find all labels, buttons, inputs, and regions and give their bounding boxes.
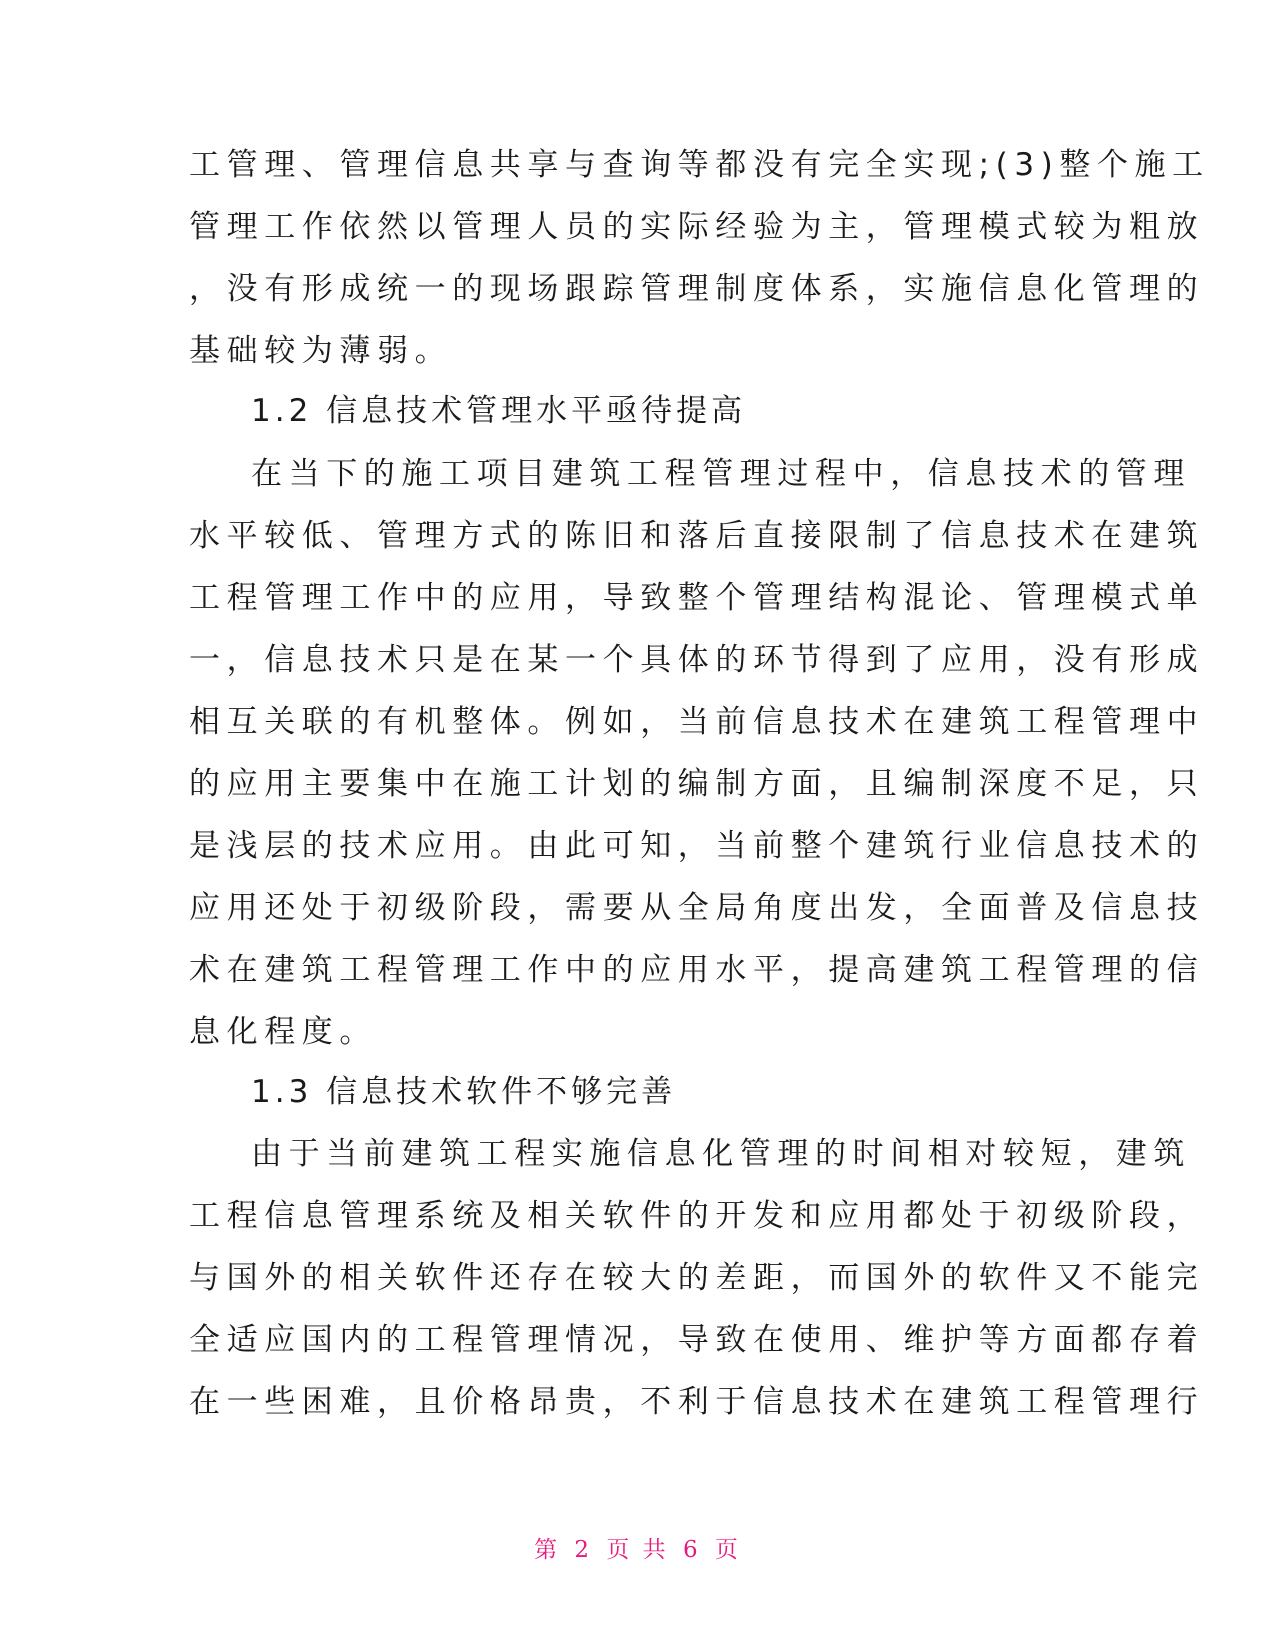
paragraph-line: 应用还处于初级阶段，需要从全局角度出发，全面普及信息技	[189, 890, 1205, 926]
paragraph-line: 在当下的施工项目建筑工程管理过程中，信息技术的管理	[251, 456, 1191, 492]
paragraph-line: 工程信息管理系统及相关软件的开发和应用都处于初级阶段，	[189, 1198, 1205, 1234]
page-footer	[0, 1530, 1275, 1570]
paragraph-line: 水平较低、管理方式的陈旧和落后直接限制了信息技术在建筑	[189, 518, 1205, 554]
footer-page-number: 2	[574, 1537, 593, 1563]
footer-suffix: 页	[714, 1537, 741, 1563]
paragraph-line: 工程管理工作中的应用，导致整个管理结构混论、管理模式单	[189, 580, 1205, 616]
footer-prefix: 第	[534, 1537, 561, 1563]
footer-total-pages: 6	[682, 1537, 701, 1563]
footer-mid: 页 共	[606, 1537, 669, 1563]
paragraph-line: 一，信息技术只是在某一个具体的环节得到了应用，没有形成	[189, 642, 1205, 678]
paragraph-line: 是浅层的技术应用。由此可知，当前整个建筑行业信息技术的	[189, 828, 1205, 864]
paragraph-line: 由于当前建筑工程实施信息化管理的时间相对较短，建筑	[251, 1136, 1191, 1172]
paragraph-line: 术在建筑工程管理工作中的应用水平，提高建筑工程管理的信	[189, 952, 1205, 988]
paragraph-line: 在一些困难，且价格昂贵，不利于信息技术在建筑工程管理行	[189, 1384, 1205, 1420]
paragraph-line: 的应用主要集中在施工计划的编制方面，且编制深度不足，只	[189, 766, 1205, 802]
paragraph-line: ，没有形成统一的现场跟踪管理制度体系，实施信息化管理的	[189, 271, 1205, 307]
paragraph-line: 管理工作依然以管理人员的实际经验为主，管理模式较为粗放	[189, 209, 1205, 245]
paragraph-line: 基础较为薄弱。	[189, 333, 453, 369]
section-heading: 1.2 信息技术管理水平亟待提高	[251, 393, 747, 429]
paragraph-line: 息化程度。	[189, 1014, 377, 1050]
paragraph-line: 全适应国内的工程管理情况，导致在使用、维护等方面都存着	[189, 1322, 1205, 1358]
section-heading: 1.3 信息技术软件不够完善	[251, 1074, 677, 1110]
paragraph-line: 工管理、管理信息共享与查询等都没有完全实现;(3)整个施工	[189, 147, 1210, 183]
paragraph-line: 与国外的相关软件还存在较大的差距，而国外的软件又不能完	[189, 1260, 1205, 1296]
paragraph-line: 相互关联的有机整体。例如，当前信息技术在建筑工程管理中	[189, 704, 1205, 740]
